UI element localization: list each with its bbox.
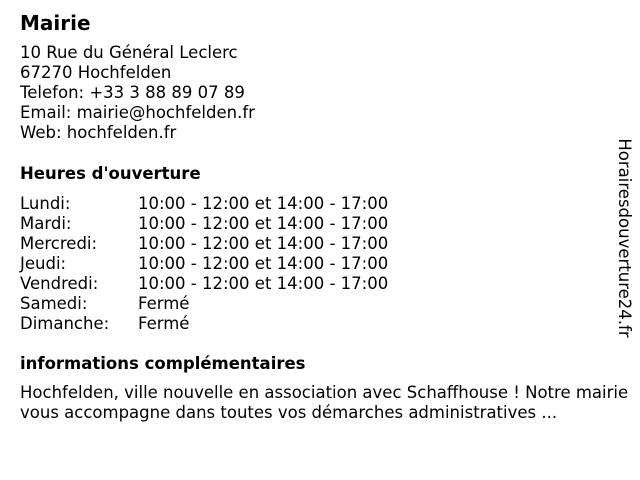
day-label: Lundi: — [20, 194, 71, 213]
day-label: Samedi: — [20, 294, 88, 313]
hours-row-saturday — [20, 294, 388, 314]
time-value: 10:00 - 12:00 et 14:00 - 17:00 — [138, 254, 389, 273]
time-value: 10:00 - 12:00 et 14:00 - 17:00 — [138, 214, 389, 233]
hours-row-friday — [20, 274, 388, 294]
address-block — [20, 43, 255, 143]
hours-row-wednesday — [20, 234, 388, 254]
time-value: 10:00 - 12:00 et 14:00 - 17:00 — [138, 234, 389, 253]
additional-info-heading: informations complémentaires — [20, 354, 306, 373]
additional-info-text: Hochfelden, ville nouvelle en association avec Schaffhouse ! Notre mairie vous accompagne dans toutes vos démarches administratives ... — [20, 383, 629, 422]
time-value: Fermé — [138, 314, 190, 333]
hours-row-tuesday — [20, 214, 388, 234]
phone-number: Telefon: +33 3 88 89 07 89 — [20, 83, 245, 102]
hours-row-monday — [20, 194, 388, 214]
page-title: Mairie — [20, 11, 91, 35]
watermark: Horairesdouverture24.fr — [615, 138, 634, 338]
time-value: Fermé — [138, 294, 190, 313]
time-value: 10:00 - 12:00 et 14:00 - 17:00 — [138, 194, 389, 213]
day-label: Vendredi: — [20, 274, 99, 293]
day-label: Mercredi: — [20, 234, 98, 253]
city-address: 67270 Hochfelden — [20, 63, 172, 82]
hours-row-sunday — [20, 314, 388, 334]
website: Web: hochfelden.fr — [20, 123, 177, 142]
day-label: Dimanche: — [20, 314, 110, 333]
email-address: Email: mairie@hochfelden.fr — [20, 103, 255, 122]
opening-hours-heading: Heures d'ouverture — [20, 164, 201, 183]
hours-row-thursday — [20, 254, 388, 274]
day-label: Mardi: — [20, 214, 72, 233]
day-label: Jeudi: — [20, 254, 67, 273]
street-address: 10 Rue du Général Leclerc — [20, 43, 238, 62]
opening-hours-table — [20, 194, 388, 334]
time-value: 10:00 - 12:00 et 14:00 - 17:00 — [138, 274, 389, 293]
